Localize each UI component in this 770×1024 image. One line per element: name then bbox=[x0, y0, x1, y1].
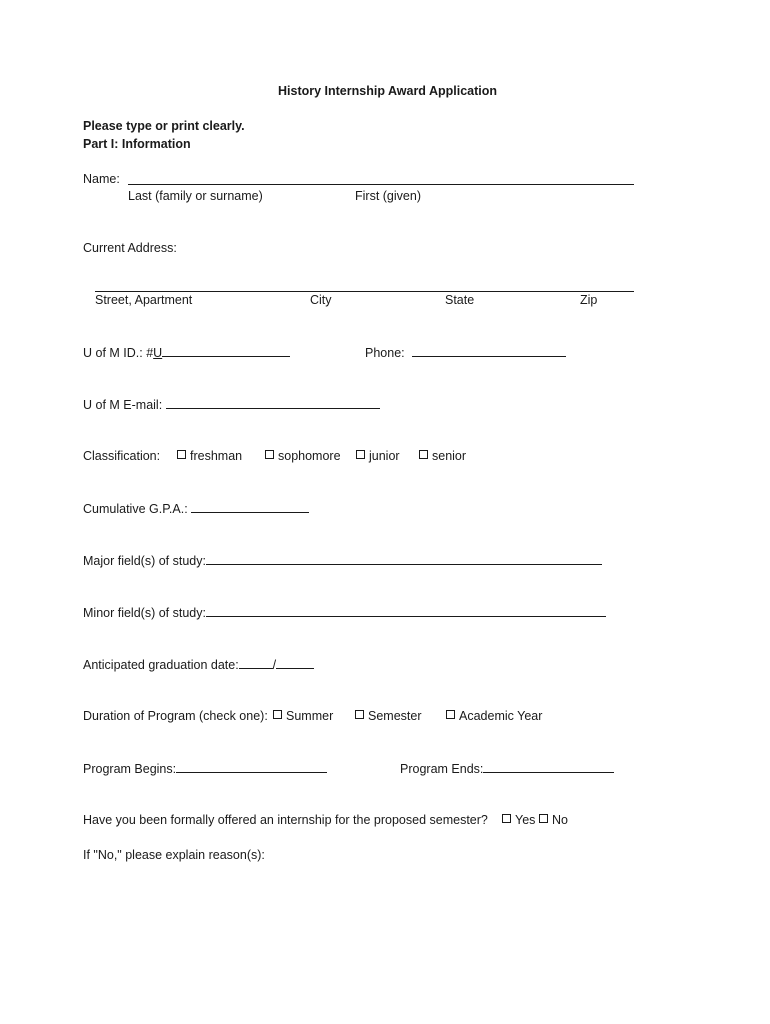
address-label: Current Address: bbox=[83, 241, 177, 255]
minor-row bbox=[83, 604, 606, 621]
checkbox-icon[interactable] bbox=[502, 814, 511, 823]
program-ends-field[interactable] bbox=[483, 760, 614, 773]
checkbox-icon[interactable] bbox=[539, 814, 548, 823]
program-ends-row bbox=[400, 760, 614, 777]
graduation-year-field[interactable] bbox=[276, 656, 314, 669]
duration-option-summer[interactable]: Summer bbox=[273, 708, 333, 724]
classification-label: Classification: bbox=[83, 449, 161, 463]
checkbox-icon[interactable] bbox=[446, 710, 455, 719]
umid-field[interactable] bbox=[162, 344, 290, 357]
email-row bbox=[83, 396, 380, 413]
classification-option-sophomore[interactable]: sophomore bbox=[265, 448, 341, 464]
checkbox-icon[interactable] bbox=[356, 450, 365, 459]
checkbox-icon[interactable] bbox=[273, 710, 282, 719]
graduation-month-field[interactable] bbox=[239, 656, 273, 669]
classification-option-senior[interactable]: senior bbox=[419, 448, 466, 464]
major-row bbox=[83, 552, 602, 569]
gpa-field[interactable] bbox=[191, 500, 309, 513]
checkbox-icon[interactable] bbox=[355, 710, 364, 719]
state-sublabel: State bbox=[445, 293, 475, 307]
duration-label: Duration of Program (check one): bbox=[83, 709, 268, 723]
gpa-label: Cumulative G.P.A.: bbox=[83, 502, 188, 516]
duration-option-academic-year[interactable]: Academic Year bbox=[446, 708, 542, 724]
explain-label: If "No," please explain reason(s): bbox=[83, 848, 265, 862]
email-field[interactable] bbox=[166, 396, 380, 409]
offered-option-no[interactable]: No bbox=[539, 812, 568, 828]
checkbox-icon[interactable] bbox=[265, 450, 274, 459]
duration-option-semester[interactable]: Semester bbox=[355, 708, 422, 724]
program-begins-field[interactable] bbox=[176, 760, 327, 773]
program-ends-label: Program Ends: bbox=[400, 762, 484, 776]
offered-option-yes[interactable]: Yes bbox=[502, 812, 535, 828]
part-heading: Part I: Information bbox=[83, 137, 191, 151]
classification-option-freshman[interactable]: freshman bbox=[177, 448, 242, 464]
first-name-sublabel: First (given) bbox=[355, 189, 421, 203]
graduation-separator: / bbox=[272, 658, 277, 672]
checkbox-icon[interactable] bbox=[419, 450, 428, 459]
gpa-row bbox=[83, 500, 309, 517]
offered-question: Have you been formally offered an internship for the proposed semester? bbox=[83, 813, 488, 827]
phone-label: Phone: bbox=[365, 346, 405, 360]
program-begins-row bbox=[83, 760, 327, 777]
major-field[interactable] bbox=[206, 552, 602, 565]
graduation-row bbox=[83, 656, 314, 673]
umid-row bbox=[83, 344, 290, 361]
instruction-text: Please type or print clearly. bbox=[83, 119, 245, 133]
umid-prefix: U bbox=[153, 346, 163, 360]
name-label: Name: bbox=[83, 172, 120, 186]
graduation-label: Anticipated graduation date: bbox=[83, 658, 239, 672]
city-sublabel: City bbox=[310, 293, 332, 307]
last-name-sublabel: Last (family or surname) bbox=[128, 189, 263, 203]
name-field[interactable] bbox=[128, 184, 634, 185]
classification-option-junior[interactable]: junior bbox=[356, 448, 400, 464]
checkbox-icon[interactable] bbox=[177, 450, 186, 459]
zip-sublabel: Zip bbox=[580, 293, 598, 307]
minor-field[interactable] bbox=[206, 604, 606, 617]
street-sublabel: Street, Apartment bbox=[95, 293, 193, 307]
form-title: History Internship Award Application bbox=[278, 84, 498, 98]
phone-row bbox=[365, 344, 566, 361]
email-label: U of M E-mail: bbox=[83, 398, 163, 412]
minor-label: Minor field(s) of study: bbox=[83, 606, 206, 620]
major-label: Major field(s) of study: bbox=[83, 554, 206, 568]
phone-field[interactable] bbox=[412, 344, 566, 357]
umid-label: U of M ID.: # bbox=[83, 346, 154, 360]
program-begins-label: Program Begins: bbox=[83, 762, 177, 776]
